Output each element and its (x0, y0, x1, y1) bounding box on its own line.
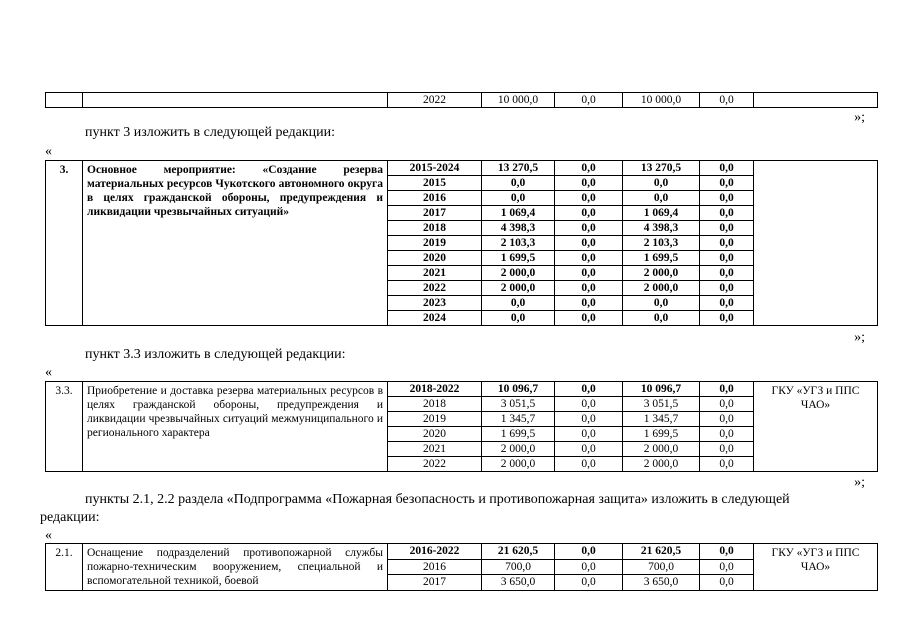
amount-cell: 0,0 (555, 176, 623, 191)
amount-cell: 0,0 (700, 397, 754, 412)
period-cell: 2021 (388, 442, 482, 457)
amount-cell: 2 000,0 (623, 457, 700, 472)
amount-cell: 0,0 (555, 397, 623, 412)
amount-cell: 0,0 (623, 176, 700, 191)
amount-cell: 3 051,5 (623, 397, 700, 412)
amount-cell: 13 270,5 (482, 161, 555, 176)
amount-cell: 0,0 (482, 176, 555, 191)
amount-cell: 0,0 (555, 382, 623, 397)
period-cell: 2018 (388, 397, 482, 412)
instruction-text: пункт 3.3 изложить в следующей редакции: (85, 347, 346, 362)
amount-cell: 0,0 (700, 206, 754, 221)
amount-cell: 3 650,0 (482, 575, 555, 591)
period-cell: 2016 (388, 191, 482, 206)
amount-cell: 2 000,0 (623, 266, 700, 281)
amount-cell: 0,0 (700, 412, 754, 427)
period-cell: 2015-2024 (388, 161, 482, 176)
amount-cell: 3 051,5 (482, 397, 555, 412)
amount-cell: 1 069,4 (482, 206, 555, 221)
amount-cell: 1 699,5 (623, 427, 700, 442)
item-description: Основное мероприятие: «Создание резерва материальных ресурсов Чукотского автономного округа в целях гражданской обороны, предупреждения и ликвидации чрезвычайных ситуаций» (83, 161, 388, 326)
amount-cell: 0,0 (555, 412, 623, 427)
table-cell: 10 000,0 (623, 93, 700, 108)
amount-cell: 2 000,0 (623, 442, 700, 457)
amount-cell: 10 096,7 (623, 382, 700, 397)
period-cell: 2024 (388, 311, 482, 326)
amount-cell: 700,0 (623, 559, 700, 575)
executor-cell (754, 161, 878, 326)
amount-cell: 0,0 (555, 427, 623, 442)
amount-cell: 1 345,7 (482, 412, 555, 427)
opening-quote: « (45, 528, 52, 543)
period-cell: 2018-2022 (388, 382, 482, 397)
amount-cell: 2 000,0 (482, 266, 555, 281)
amount-cell: 2 103,3 (623, 236, 700, 251)
amount-cell: 2 000,0 (482, 442, 555, 457)
amount-cell: 0,0 (700, 266, 754, 281)
amount-cell: 0,0 (700, 559, 754, 575)
period-cell: 2019 (388, 236, 482, 251)
amount-cell: 0,0 (555, 236, 623, 251)
table-section-3 (45, 160, 878, 326)
item-description: Приобретение и доставка резерва материальных ресурсов в целях гражданской обороны, предупреждения и ликвидации чрезвычайных ситуаций межмуниципального и регионального характера (83, 382, 388, 472)
amount-cell: 2 000,0 (482, 457, 555, 472)
table-cell: 10 000,0 (482, 93, 555, 108)
amount-cell: 0,0 (555, 575, 623, 591)
amount-cell: 1 069,4 (623, 206, 700, 221)
amount-cell: 0,0 (700, 281, 754, 296)
item-number: 2.1. (46, 544, 83, 591)
amount-cell: 0,0 (555, 191, 623, 206)
amount-cell: 1 345,7 (623, 412, 700, 427)
amount-cell: 4 398,3 (482, 221, 555, 236)
table-row (46, 161, 878, 176)
table-row (46, 382, 878, 397)
amount-cell: 0,0 (700, 382, 754, 397)
amount-cell: 0,0 (555, 559, 623, 575)
table-cell: 0,0 (555, 93, 623, 108)
amount-cell: 13 270,5 (623, 161, 700, 176)
amount-cell: 0,0 (482, 191, 555, 206)
period-cell: 2021 (388, 266, 482, 281)
amount-cell: 0,0 (700, 442, 754, 457)
period-cell: 2020 (388, 427, 482, 442)
amount-cell: 0,0 (555, 161, 623, 176)
period-cell: 2022 (388, 457, 482, 472)
table-cell: 0,0 (700, 93, 754, 108)
opening-quote: « (45, 365, 52, 380)
amount-cell: 0,0 (700, 236, 754, 251)
period-cell: 2020 (388, 251, 482, 266)
table-section-2-1 (45, 543, 878, 591)
amount-cell: 1 699,5 (482, 251, 555, 266)
closing-quote: »; (854, 475, 865, 490)
amount-cell: 700,0 (482, 559, 555, 575)
amount-cell: 0,0 (555, 281, 623, 296)
amount-cell: 0,0 (700, 296, 754, 311)
table-row (46, 544, 878, 560)
period-cell: 2019 (388, 412, 482, 427)
amount-cell: 0,0 (623, 191, 700, 206)
amount-cell: 1 699,5 (623, 251, 700, 266)
table-row (46, 93, 878, 108)
table-cell: 2022 (388, 93, 482, 108)
amount-cell: 21 620,5 (623, 544, 700, 560)
amount-cell: 0,0 (555, 266, 623, 281)
amount-cell: 21 620,5 (482, 544, 555, 560)
amount-cell: 0,0 (700, 457, 754, 472)
period-cell: 2018 (388, 221, 482, 236)
item-number: 3.3. (46, 382, 83, 472)
amount-cell: 0,0 (700, 311, 754, 326)
amount-cell: 0,0 (623, 311, 700, 326)
amount-cell: 4 398,3 (623, 221, 700, 236)
amount-cell: 0,0 (700, 575, 754, 591)
amount-cell: 0,0 (700, 176, 754, 191)
opening-quote: « (45, 144, 52, 159)
amount-cell: 0,0 (555, 251, 623, 266)
amount-cell: 0,0 (700, 427, 754, 442)
instruction-text: пункты 2.1, 2.2 раздела «Подпрограмма «Пожарная безопасность и противопожарная защита» изложить в следующей (85, 492, 790, 507)
table-cell (46, 93, 83, 108)
amount-cell: 0,0 (482, 311, 555, 326)
amount-cell: 0,0 (555, 442, 623, 457)
amount-cell: 2 000,0 (623, 281, 700, 296)
amount-cell: 0,0 (555, 544, 623, 560)
instruction-text-cont: редакции: (40, 510, 100, 525)
instruction-text: пункт 3 изложить в следующей редакции: (85, 125, 335, 140)
period-cell: 2016-2022 (388, 544, 482, 560)
amount-cell: 10 096,7 (482, 382, 555, 397)
table-section-3-3 (45, 381, 878, 472)
period-cell: 2017 (388, 575, 482, 591)
amount-cell: 0,0 (700, 544, 754, 560)
amount-cell: 0,0 (555, 296, 623, 311)
amount-cell: 0,0 (482, 296, 555, 311)
period-cell: 2022 (388, 281, 482, 296)
amount-cell: 0,0 (700, 221, 754, 236)
amount-cell: 0,0 (700, 161, 754, 176)
period-cell: 2016 (388, 559, 482, 575)
closing-quote: »; (854, 330, 865, 345)
item-description: Оснащение подразделений противопожарной службы пожарно-техническим вооружением, специальной и вспомогательной техникой, боевой (83, 544, 388, 591)
amount-cell: 0,0 (555, 206, 623, 221)
amount-cell: 0,0 (555, 221, 623, 236)
table-cell (83, 93, 388, 108)
amount-cell: 0,0 (555, 457, 623, 472)
period-cell: 2017 (388, 206, 482, 221)
period-cell: 2023 (388, 296, 482, 311)
amount-cell: 0,0 (700, 251, 754, 266)
amount-cell: 0,0 (700, 191, 754, 206)
executor-cell: ГКУ «УГЗ и ППС ЧАО» (754, 544, 878, 591)
table-cell (754, 93, 878, 108)
item-number: 3. (46, 161, 83, 326)
period-cell: 2015 (388, 176, 482, 191)
closing-quote: »; (854, 110, 865, 125)
amount-cell: 2 103,3 (482, 236, 555, 251)
amount-cell: 2 000,0 (482, 281, 555, 296)
table-fragment-top (45, 92, 878, 108)
amount-cell: 3 650,0 (623, 575, 700, 591)
amount-cell: 0,0 (623, 296, 700, 311)
executor-cell: ГКУ «УГЗ и ППС ЧАО» (754, 382, 878, 472)
amount-cell: 0,0 (555, 311, 623, 326)
amount-cell: 1 699,5 (482, 427, 555, 442)
